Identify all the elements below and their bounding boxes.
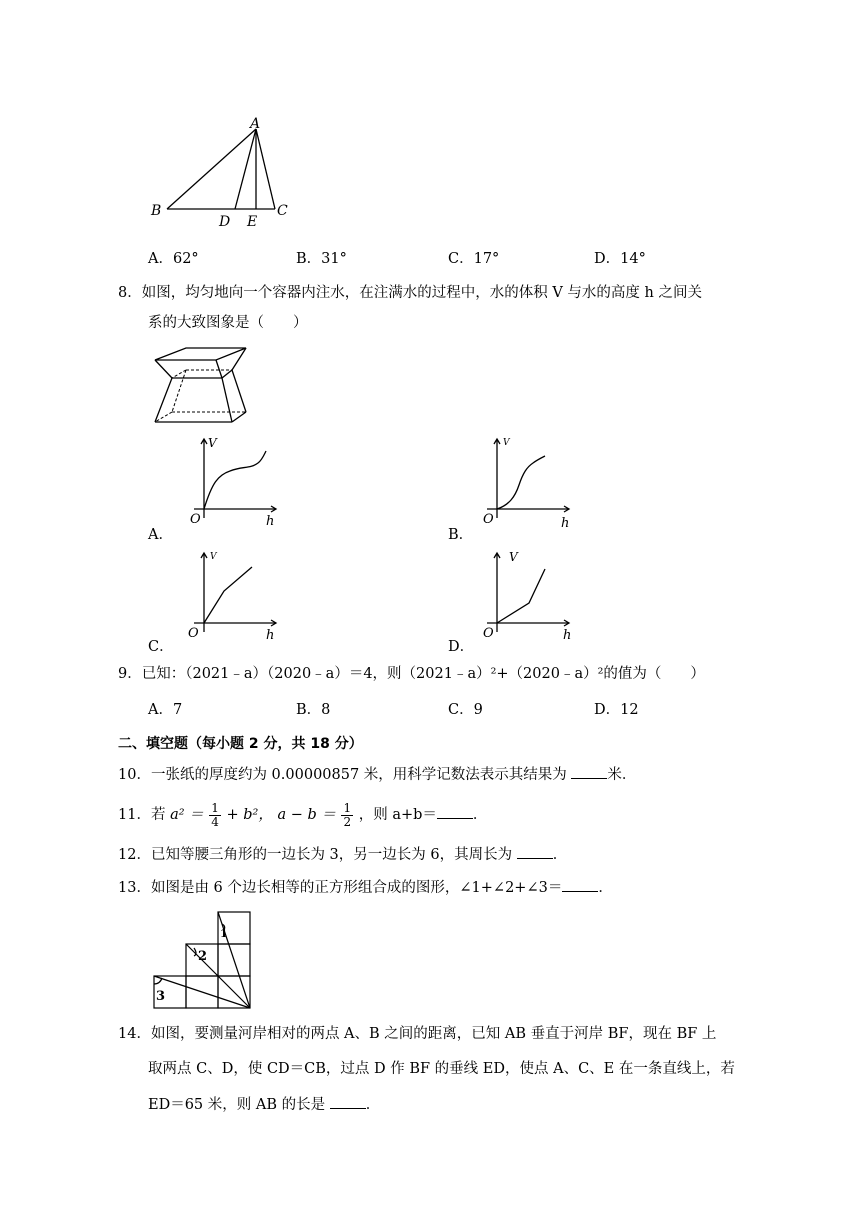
q14-line3-text: ED＝65 米，则 AB 的长是: [148, 1097, 326, 1113]
label-E: E: [247, 214, 258, 230]
q13-squares-figure: [150, 910, 265, 1010]
q8-graph-c: [180, 547, 280, 647]
q14-line1: 14．如图，要测量河岸相对的两点 A、B 之间的距离，已知 AB 垂直于河岸 BF，现在 BF 上: [118, 1026, 717, 1042]
q8-graph-a: [180, 433, 280, 533]
section-title-fill-in: 二、填空题（每小题 2 分，共 18 分）: [118, 736, 363, 752]
q7-option-d: D．14°: [594, 251, 646, 267]
axis-h-label: h: [266, 514, 275, 529]
q7-option-a: A．62°: [148, 251, 199, 267]
graph-c-line: [204, 567, 252, 623]
q11-plus-b2: + b²，: [226, 807, 273, 823]
graph-b-curve: [497, 456, 545, 509]
angle-label-2: 2: [198, 949, 208, 964]
axis-v-label: V: [210, 552, 217, 562]
q12-text: 12．已知等腰三角形的一边长为 3，另一边长为 6，其周长为: [118, 847, 513, 863]
q13: [118, 877, 613, 898]
q7-triangle-figure: [145, 112, 295, 232]
label-B: B: [151, 203, 162, 219]
q8-option-a: A．: [148, 527, 173, 543]
q11-pre: 11．若: [118, 807, 166, 823]
q12-end: ．: [552, 847, 568, 863]
q8-option-c: C．: [148, 639, 174, 655]
label-C: C: [277, 203, 288, 219]
q11-end: ．: [472, 807, 488, 823]
q11-mid: ，则 a+b＝: [358, 807, 437, 823]
axis-h-label: h: [561, 516, 570, 531]
q8-option-b: B．: [448, 527, 474, 543]
q7-option-b: B．31°: [296, 251, 347, 267]
q14-line3: [148, 1094, 380, 1115]
q8-stem-line2: 系的大致图象是（ ）: [148, 315, 308, 331]
q11-a-minus-b: a − b ＝: [277, 807, 336, 823]
axis-v-label: V: [208, 436, 217, 450]
origin-label: O: [188, 626, 199, 641]
axis-v-label: V: [503, 438, 510, 448]
q9-option-b: B．8: [296, 702, 331, 718]
q10: [118, 764, 636, 785]
axis-h-label: h: [563, 628, 572, 643]
graph-a-curve: [204, 451, 266, 509]
q9-option-a: A．7: [148, 702, 183, 718]
q14-end: ．: [365, 1097, 381, 1113]
label-D: D: [219, 214, 231, 230]
q12-answer-blank[interactable]: [517, 844, 553, 859]
label-A: A: [250, 116, 261, 132]
q11: [118, 800, 487, 830]
q8-option-d: D．: [448, 639, 475, 655]
q10-tail: 米．: [607, 767, 637, 783]
q9-stem: 9．已知：（2021﹣a）（2020﹣a）＝4，则（2021﹣a）²+（2020﹣a）²的值为（ ）: [118, 666, 705, 682]
q13-end: ．: [598, 880, 613, 896]
q10-answer-blank[interactable]: [571, 764, 607, 779]
q7-option-c: C．17°: [448, 251, 500, 267]
axis-h-label: h: [266, 628, 275, 643]
origin-label: O: [483, 512, 494, 527]
angle-label-1: 1: [220, 927, 228, 940]
q8-graph-b: [473, 433, 573, 533]
q13-text: 13．如图是由 6 个边长相等的正方形组合成的图形，∠1+∠2+∠3＝: [118, 880, 563, 896]
origin-label: O: [483, 626, 494, 641]
q8-container-figure: [150, 342, 250, 428]
q11-fraction-half: $\frac{1}{2}$: [343, 800, 352, 829]
graph-d-line: [497, 569, 545, 623]
q11-fraction-quarter: $\frac{1}{4}$: [211, 800, 219, 829]
q8-graph-d: [473, 547, 583, 647]
q12: [118, 844, 567, 865]
angle-label-3: 3: [156, 989, 166, 1004]
q13-answer-blank[interactable]: [562, 877, 598, 892]
q11-answer-blank[interactable]: [437, 804, 473, 819]
q10-text: 10．一张纸的厚度约为 0.00000857 米，用科学记数法表示其结果为: [118, 767, 567, 783]
axis-v-label: V: [509, 550, 518, 564]
origin-label: O: [190, 512, 201, 527]
q14-answer-blank[interactable]: [330, 1094, 366, 1109]
q9-option-d: D．12: [594, 702, 639, 718]
q14-line2: 取两点 C、D，使 CD＝CB，过点 D 作 BF 的垂线 ED，使点 A、C、E 在一条直线上，若: [148, 1061, 735, 1077]
q11-a2: a² ＝: [170, 807, 204, 823]
q8-stem-line1: 8．如图，均匀地向一个容器内注水，在注满水的过程中，水的体积 V 与水的高度 h 之间关: [118, 285, 702, 301]
q9-option-c: C．9: [448, 702, 483, 718]
